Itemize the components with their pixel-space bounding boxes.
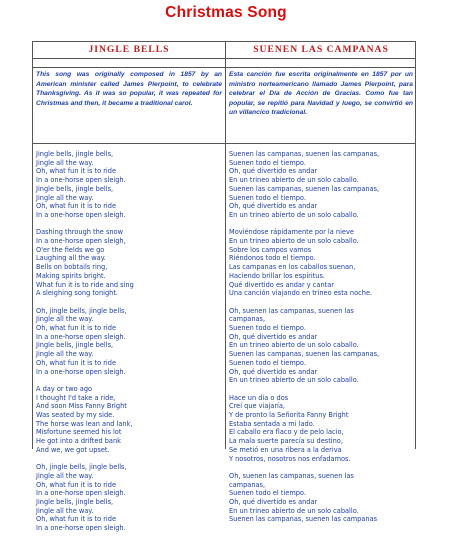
english-intro: This song was originally composed in 1857 by an American minister called James Pierpoint, to celebrate Thanksgiving. As it was so popular, it was repeated for Christmas and then, it became a traditional carol.	[36, 71, 222, 107]
lyric-line: Suenen las campanas, suenen las campanas	[229, 515, 378, 524]
lyric-line: Haciendo brillar los espíritus.	[229, 271, 325, 280]
lyric-line: En un trineo abierto de un solo caballo.	[229, 237, 359, 246]
lyric-line: Oh, jingle bells, jingle bells,	[36, 463, 127, 472]
intro-divider	[33, 143, 415, 144]
lyric-line: Oh, jingle bells, jingle bells,	[36, 306, 127, 315]
lyric-line: In a one-horse open sleigh.	[36, 524, 126, 533]
lyric-line: campanas,	[229, 315, 266, 324]
lyric-line: Creí que viajaría,	[229, 402, 285, 411]
lyric-line: Oh, qué divertido es andar	[229, 167, 318, 176]
spanish-heading: SUENEN LAS CAMPANAS	[253, 44, 389, 55]
lyric-line: La mala suerte parecía su destino,	[229, 437, 343, 446]
lyric-line: Jingle all the way.	[36, 158, 94, 167]
lyric-line: Oh, qué divertido es andar	[229, 367, 318, 376]
lyric-line: Qué divertido es andar y cantar	[229, 280, 334, 289]
lyric-line: Jingle all the way.	[36, 315, 94, 324]
stanza	[229, 472, 413, 524]
lyric-line: Oh, what fun it is to ride	[36, 324, 117, 333]
lyric-line: In a one-horse open sleigh.	[36, 332, 126, 341]
lyric-line: Jingle bells, jingle bells,	[36, 184, 114, 193]
lyric-line: Laughing all the way.	[36, 254, 106, 263]
lyric-line: En un trineo abierto de un solo caballo.	[229, 506, 359, 515]
lyric-line: In a one-horse open sleigh.	[36, 176, 126, 185]
lyric-line: Dashing through the snow	[36, 228, 123, 237]
lyric-line: Oh, what fun it is to ride	[36, 167, 117, 176]
lyric-line: The horse was lean and lank,	[36, 419, 133, 428]
lyric-line: Y nosotros, nosotros nos enfadamos.	[229, 454, 351, 463]
lyric-line: Suenen todo el tiempo.	[229, 358, 306, 367]
lyric-line: Oh, what fun it is to ride	[36, 202, 117, 211]
stanza	[36, 307, 222, 377]
lyric-line: Oh, suenen las campanas, suenen las	[229, 471, 354, 480]
spanish-lyrics	[229, 150, 413, 533]
lyric-line: En un trineo abierto de un solo caballo.	[229, 376, 359, 385]
lyric-line: Y de pronto la Señorita Fanny Bright	[229, 411, 349, 420]
lyric-line: Jingle bells, jingle bells,	[36, 498, 114, 507]
lyric-line: Una canción viajando en trineo esta noche.	[229, 289, 373, 298]
lyric-line: In a one-horse open sleigh.	[36, 367, 126, 376]
stanza	[229, 150, 413, 220]
lyric-line: Oh, qué divertido es andar	[229, 202, 318, 211]
lyric-line: Hace un día o dos	[229, 393, 289, 402]
lyric-line: Jingle all the way.	[36, 350, 94, 359]
lyric-line: Suenen todo el tiempo.	[229, 193, 306, 202]
stanza	[36, 150, 222, 220]
lyric-line: He got into a drifted bank	[36, 437, 121, 446]
lyric-line: Oh, what fun it is to ride	[36, 480, 117, 489]
column-divider	[225, 42, 226, 449]
lyric-line: En un trineo abierto de un solo caballo.	[229, 341, 359, 350]
lyric-line: Suenen todo el tiempo.	[229, 324, 306, 333]
stanza	[36, 385, 222, 455]
lyric-line: And we, we got upset.	[36, 445, 110, 454]
lyric-line: En un trineo abierto de un solo caballo.	[229, 176, 359, 185]
lyric-line: O'er the fields we go	[36, 245, 105, 254]
lyric-line: In a one-horse open sleigh,	[36, 237, 126, 246]
lyric-line: campanas,	[229, 480, 266, 489]
english-heading: JINGLE BELLS	[88, 44, 170, 55]
lyric-line: What fun it is to ride and sing	[36, 280, 134, 289]
lyric-line: Bells on bobtails ring,	[36, 263, 108, 272]
lyric-line: Suenen las campanas, suenen las campanas,	[229, 350, 380, 359]
lyric-line: Oh, qué divertido es andar	[229, 332, 318, 341]
stanza	[229, 394, 413, 464]
lyric-line: Jingle all the way.	[36, 471, 94, 480]
stanza	[229, 228, 413, 298]
lyric-line: Las campanas en los caballos suenan,	[229, 263, 356, 272]
lyric-line: Oh, suenen las campanas, suenen las	[229, 306, 354, 315]
lyric-line: Oh, qué divertido es andar	[229, 498, 318, 507]
stanza	[36, 228, 222, 298]
lyric-line: Jingle all the way.	[36, 506, 94, 515]
lyric-line: Estaba sentada a mi lado.	[229, 419, 315, 428]
lyrics-table	[32, 41, 416, 533]
lyric-line: Misfortune seemed his lot	[36, 428, 122, 437]
lyric-line: Was seated by my side.	[36, 411, 115, 420]
lyric-line: Suenen las campanas, suenen las campanas,	[229, 150, 380, 158]
lyric-line: In a one-horse open sleigh.	[36, 489, 126, 498]
lyric-line: Suenen todo el tiempo.	[229, 158, 306, 167]
lyric-line: Moviéndose rápidamente por la nieve	[229, 228, 354, 237]
lyric-line: Jingle bells, jingle bells,	[36, 150, 114, 158]
lyric-line: Jingle bells, jingle bells,	[36, 341, 114, 350]
lyric-line: A sleighing song tonight.	[36, 289, 119, 298]
lyric-line: In a one-horse open sleigh.	[36, 210, 126, 219]
stanza	[36, 463, 222, 533]
lyric-line: Oh, what fun it is to ride	[36, 358, 117, 367]
lyric-line: Sobre los campos vamos	[229, 245, 312, 254]
lyric-line: I thought I'd take a ride,	[36, 393, 116, 402]
lyric-line: En un trineo abierto de un solo caballo.	[229, 210, 359, 219]
stanza	[229, 307, 413, 385]
lyric-line: Jingle all the way.	[36, 193, 94, 202]
lyric-line: And soon Miss Fanny Bright	[36, 402, 127, 411]
header-divider	[33, 58, 415, 59]
lyric-line: Making spirits bright.	[36, 271, 106, 280]
lyric-line: A day or two ago	[36, 384, 93, 393]
spanish-intro: Esta canción fue escrita originalmente en 1857 por un ministro norteamericano llamado James Pierpoint, para celebrar el Día de Acción de Gracias. Como fue tan popular, se repitió para Navidad y luego, se convirtió en un villancico tradicional.	[229, 71, 413, 116]
english-lyrics	[36, 150, 222, 542]
lyric-line: Suenen todo el tiempo.	[229, 489, 306, 498]
lyric-line: Se metió en una ribera a la deriva	[229, 445, 342, 454]
lyric-line: El caballo era flaco y de pelo lacio,	[229, 428, 344, 437]
lyric-line: Suenen las campanas, suenen las campanas,	[229, 184, 380, 193]
page-title: Christmas Song	[165, 4, 287, 21]
header-divider-double	[33, 67, 415, 68]
lyric-line: Riéndonos todo el tiempo.	[229, 254, 316, 263]
lyric-line: Oh, what fun it is to ride	[36, 515, 117, 524]
